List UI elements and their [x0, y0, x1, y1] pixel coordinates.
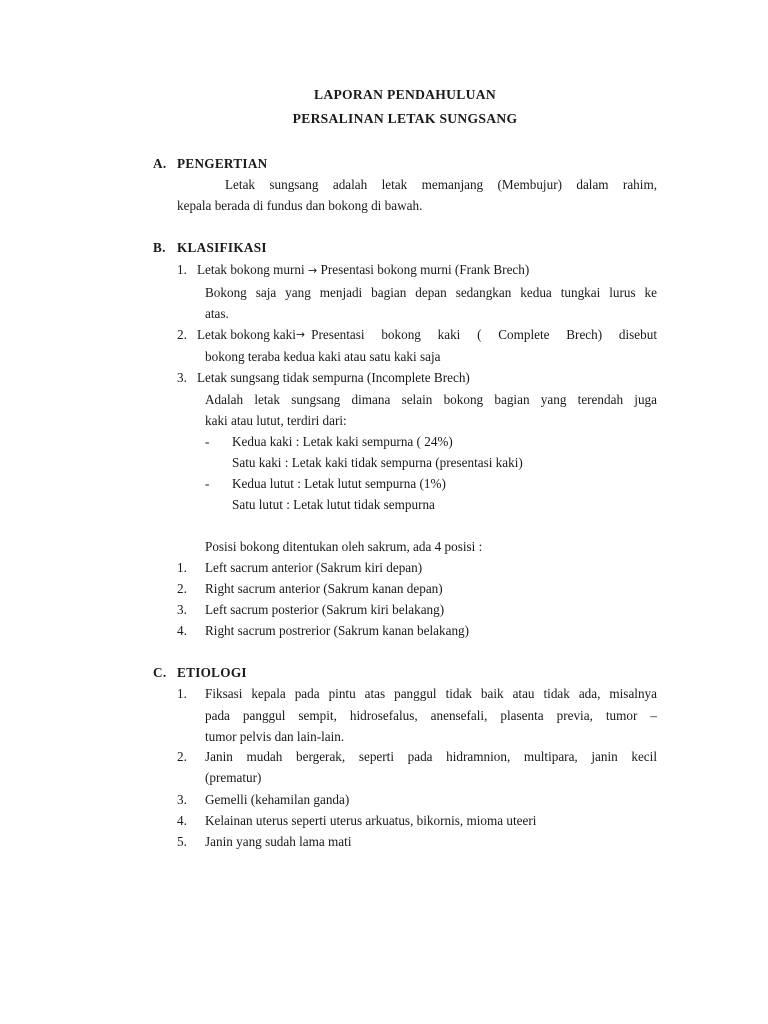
posisi-intro: Posisi bokong ditentukan oleh sakrum, ada 4 posisi :: [205, 539, 483, 554]
section-a-letter: A.: [153, 156, 167, 171]
posisi-item: Left sacrum anterior (Sakrum kiri depan): [205, 560, 423, 575]
posisi-item-number: 3.: [177, 602, 187, 617]
klasifikasi-item-2: [197, 327, 657, 343]
sub-item-satu-lutut: Satu lutut : Letak lutut tidak sempurna: [232, 497, 435, 512]
title-line-1: LAPORAN PENDAHULUAN: [313, 87, 497, 102]
etiologi-item-number: 1.: [177, 686, 187, 701]
section-c-letter: C.: [153, 665, 167, 680]
etiologi-item-number: 5.: [177, 834, 187, 849]
klasifikasi-item-1-right: Presentasi bokong murni (Frank Brech): [320, 262, 530, 277]
section-a-heading: PENGERTIAN: [177, 156, 268, 171]
sub-item-kedua-lutut: Kedua lutut : Letak lutut sempurna (1%): [232, 476, 446, 491]
klasifikasi-item-1-number: 1.: [177, 262, 187, 277]
klasifikasi-item-3-desc-line-1: Adalah letak sungsang dimana selain bokong bagian yang terendah juga: [205, 392, 657, 407]
section-c-heading: ETIOLOGI: [177, 665, 247, 680]
klasifikasi-item-3-desc-line-2: kaki atau lutut, terdiri dari:: [205, 413, 347, 428]
sub-item-dash-1: -: [205, 434, 210, 449]
etiologi-item-5: Janin yang sudah lama mati: [205, 834, 352, 849]
etiologi-item-2-line-1: Janin mudah bergerak, seperti pada hidramnion, multipara, janin kecil: [205, 749, 657, 764]
klasifikasi-item-2-right: Presentasi bokong kaki ( Complete Brech) disebut: [311, 327, 657, 342]
posisi-item: Right sacrum anterior (Sakrum kanan depan): [205, 581, 443, 596]
etiologi-item-number: 3.: [177, 792, 187, 807]
klasifikasi-item-3-text: Letak sungsang tidak sempurna (Incomplete Brech): [197, 370, 470, 385]
title-line-2: PERSALINAN LETAK SUNGSANG: [292, 111, 518, 126]
sub-item-dash-2: -: [205, 476, 210, 491]
posisi-item-number: 1.: [177, 560, 187, 575]
posisi-item: Right sacrum postrerior (Sakrum kanan belakang): [205, 623, 470, 638]
arrow-right-icon: →: [307, 264, 318, 277]
posisi-item-number: 2.: [177, 581, 187, 596]
section-b-letter: B.: [153, 240, 166, 255]
klasifikasi-item-1-desc-line-1: Bokong saja yang menjadi bagian depan sedangkan kedua tungkai lurus ke: [205, 285, 657, 300]
klasifikasi-item-1-desc-line-2: atas.: [205, 306, 229, 321]
klasifikasi-item-2-number: 2.: [177, 327, 187, 342]
posisi-item: Left sacrum posterior (Sakrum kiri belakang): [205, 602, 445, 617]
section-a-paragraph-line-2: kepala berada di fundus dan bokong di bawah.: [177, 198, 423, 213]
klasifikasi-item-1-left: Letak bokong murni: [197, 262, 305, 277]
etiologi-item-number: 4.: [177, 813, 187, 828]
sub-item-kedua-kaki: Kedua kaki : Letak kaki sempurna ( 24%): [232, 434, 453, 449]
etiologi-item-1-line-1: Fiksasi kepala pada pintu atas panggul tidak baik atau tidak ada, misalnya: [205, 686, 657, 701]
sub-item-satu-kaki: Satu kaki : Letak kaki tidak sempurna (presentasi kaki): [232, 455, 523, 470]
section-a-paragraph-line-1: Letak sungsang adalah letak memanjang (Membujur) dalam rahim,: [225, 177, 657, 192]
etiologi-item-3: Gemelli (kehamilan ganda): [205, 792, 350, 807]
etiologi-item-4: Kelainan uterus seperti uterus arkuatus, bikornis, mioma uteeri: [205, 813, 537, 828]
section-b-heading: KLASIFIKASI: [177, 240, 267, 255]
klasifikasi-item-2-left: Letak bokong kaki: [197, 327, 296, 342]
klasifikasi-item-3-number: 3.: [177, 370, 187, 385]
etiologi-item-2-line-2: (prematur): [205, 770, 262, 785]
posisi-item-number: 4.: [177, 623, 187, 638]
etiologi-item-1-line-2: pada panggul sempit, hidrosefalus, anensefali, plasenta previa, tumor –: [205, 708, 657, 723]
arrow-right-icon: →: [295, 328, 306, 341]
klasifikasi-item-1: [197, 262, 529, 279]
etiologi-item-number: 2.: [177, 749, 187, 764]
etiologi-item-1-line-3: tumor pelvis dan lain-lain.: [205, 729, 345, 744]
klasifikasi-item-2-line-2: bokong teraba kedua kaki atau satu kaki saja: [205, 349, 441, 364]
